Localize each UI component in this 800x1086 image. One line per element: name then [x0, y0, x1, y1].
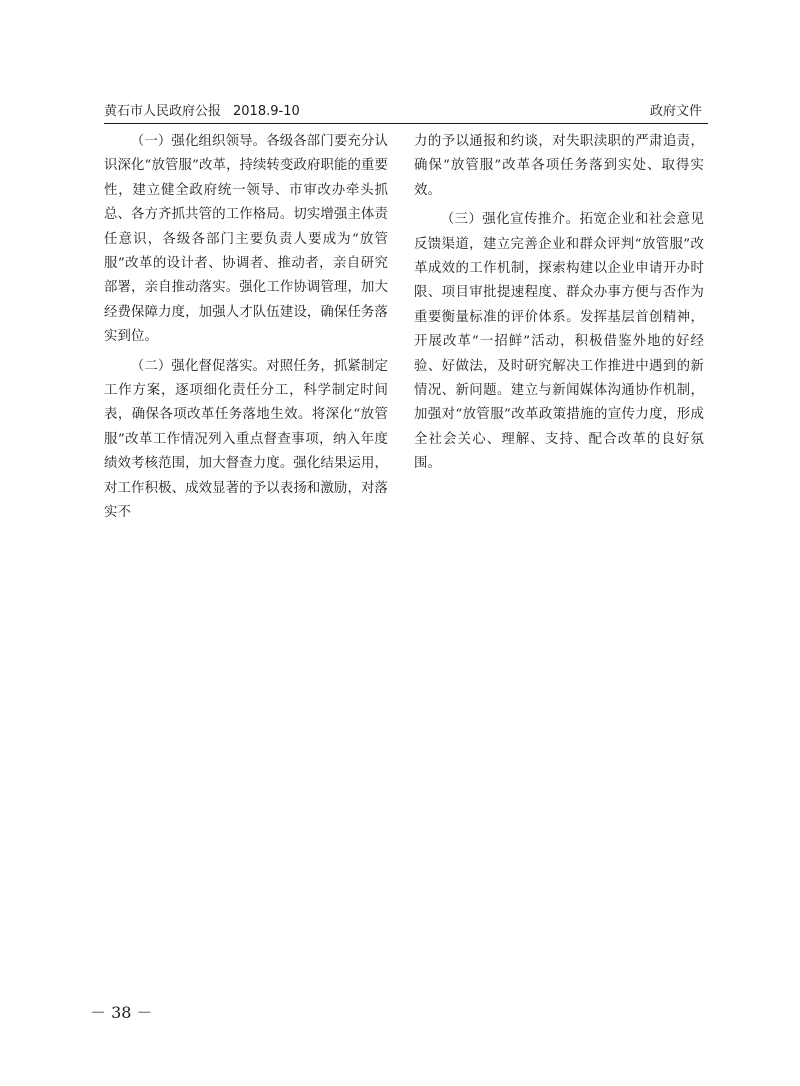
publication-title: 黄石市人民政府公报 [104, 104, 222, 119]
header-left [104, 101, 300, 123]
paragraph-supervision: （二）强化督促落实。对照任务，抓紧制定工作方案，逐项细化责任分工，科学制定时间表，确保各项改革任务落地生效。将深化“放管服”改革工作情况列入重点督查事项，纳入年度绩效考核范围，加大督查力度。强化结果运用，对工作积极、成效显著的予以表扬和激励，对落实不 [104, 358, 388, 521]
page-number: － 38 － [90, 1003, 153, 1022]
issue-number: 2018.9-10 [233, 104, 300, 119]
paragraph-continuation: 力的予以通报和约谈，对失职渎职的严肃追责，确保“放管服”改革各项任务落到实处、取得实效。 [414, 134, 704, 198]
right-column [414, 130, 704, 477]
paragraph-organization: （一）强化组织领导。各级各部门要充分认识深化“放管服”改革，持续转变政府职能的重要性，建立健全政府统一领导、市审改办牵头抓总、各方齐抓共管的工作格局。切实增强主体责任意识，各级各部门主要负责人要成为“放管服”改革的设计者、协调者、推动者，亲自研究部署，亲自推动落实。强化工作协调管理，加大经费保障力度，加强人才队伍建设，确保任务落实到位。 [104, 134, 388, 345]
paragraph-publicity: （三）强化宣传推介。拓宽企业和社会意见反馈渠道，建立完善企业和群众评判“放管服”改革成效的工作机制，探索构建以企业申请开办时限、项目审批提速程度、群众办事方便与否作为重要衡量标准的评价体系。发挥基层首创精神，开展改革“一招鲜”活动，积极借鉴外地的好经验、好做法，及时研究解决工作推进中遇到的新情况、新问题。建立与新闻媒体沟通协作机制，加强对“放管服”改革政策措施的宣传力度，形成全社会关心、理解、支持、配合改革的良好氛围。 [414, 212, 704, 472]
section-title: 政府文件 [649, 104, 702, 119]
left-column [104, 130, 388, 526]
page-header [104, 101, 708, 124]
